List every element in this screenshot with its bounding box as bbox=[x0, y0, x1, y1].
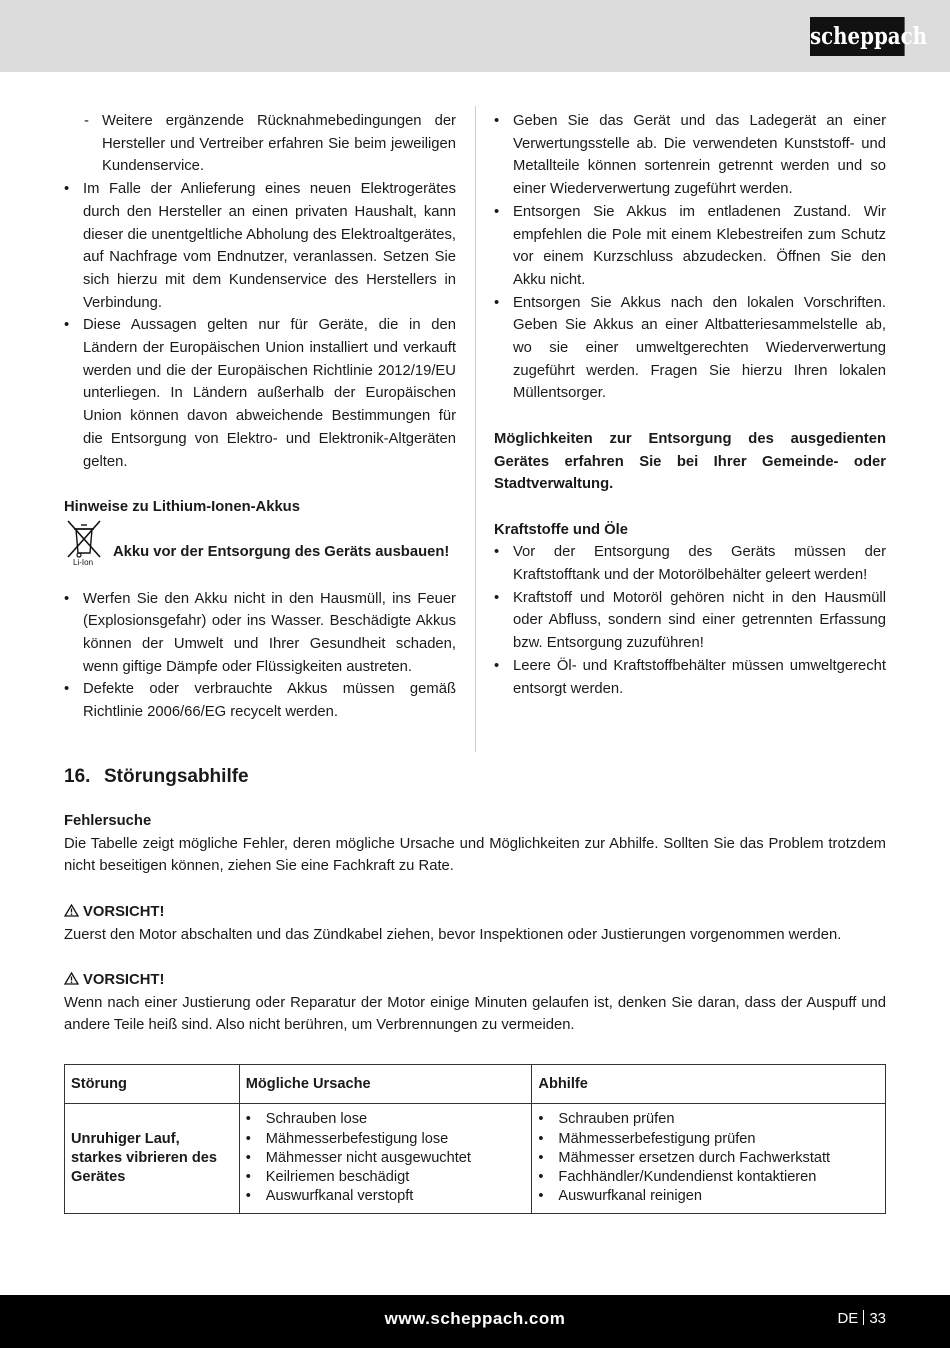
website-link[interactable]: www.scheppach.com bbox=[384, 1309, 566, 1328]
list-item: • Entsorgen Sie Akkus nach den lokalen Vorschriften. Geben Sie Akkus an einer Altbatteriesammelstelle ab, wo sie einer umweltgerechten Wiederverwertung zugeführt werden. Fragen Sie hierzu Ihren lokalen Müllentsorger. bbox=[494, 294, 886, 402]
list-item: • Kraftstoff und Motoröl gehören nicht in den Hausmüll oder Abfluss, sondern sind einer getrennten Erfassung bzw. Entsorgung zuzuführen! bbox=[494, 589, 886, 652]
list-item: • Mähmesser nicht ausgewuchtet bbox=[245, 1149, 471, 1166]
list-item: • Schrauben prüfen bbox=[538, 1111, 675, 1128]
crossed-out-bin-icon bbox=[64, 519, 104, 567]
troubleshooting-table bbox=[64, 1064, 886, 1214]
page-footer bbox=[0, 1295, 950, 1348]
list-item: • Werfen Sie den Akku nicht in den Hausmüll, ins Feuer (Explosionsgefahr) oder ins Wasser. Beschädigte Akkus können der Umwelt und Ihrer Gesundheit schaden, wenn giftige Dämpfe oder Flüssigkeiten austreten. bbox=[64, 590, 456, 675]
troubleshoot-heading: Fehlersuche bbox=[64, 813, 152, 829]
cause-cell bbox=[239, 1104, 532, 1214]
list-item: • Defekte oder verbrauchte Akkus müssen gemäß Richtlinie 2006/66/EG recycelt werden. bbox=[64, 681, 456, 721]
list-item: • Geben Sie das Gerät und das Ladegerät an einer Verwertungsstelle ab. Die verwendeten Kunststoff- und Metallteile können sortenrein getrennt werden und so einer Wiederverwertung zugeführt werden. bbox=[494, 113, 886, 198]
table-header: Mögliche Ursache bbox=[239, 1065, 532, 1104]
table-header: Störung bbox=[65, 1065, 240, 1104]
warning-triangle-icon bbox=[64, 904, 79, 917]
caution-heading: VORSICHT! bbox=[64, 901, 886, 924]
caution-text: Wenn nach einer Justierung oder Reparatur der Motor einige Minuten gelaufen ist, denken Sie daran, dass der Auspuff und andere Teile heiß sind. Also nicht berühren, um Verbrennungen zu vermeiden. bbox=[64, 994, 886, 1034]
list-item: • Diese Aussagen gelten nur für Geräte, die in den Ländern der Europäischen Union installiert und verkauft werden und die der Europäischen Richtlinie 2012/19/EU unterliegen. In Ländern außerhalb der Europäischen Union können davon abweichende Bestimmungen für die Entsorgung von Elektro- und Elektronik-Altgeräten gelten. bbox=[64, 317, 456, 470]
page-number: DE 33 bbox=[837, 1310, 886, 1327]
remedy-cell bbox=[532, 1104, 886, 1214]
list-item: • Entsorgen Sie Akkus im entladenen Zustand. Wir empfehlen die Pole mit einem Klebestreifen zum Schutz vor einem Kurzschluss abzudecken. Öffnen Sie den Akku nicht. bbox=[494, 203, 886, 288]
list-item: • Fachhändler/Kundendienst kontaktieren bbox=[538, 1169, 817, 1186]
header-band bbox=[0, 0, 950, 72]
section-title: 16. Störungsabhilfe bbox=[64, 766, 249, 787]
battery-disposal-list bbox=[494, 110, 886, 405]
column-divider bbox=[475, 106, 476, 752]
fuel-heading: Kraftstoffe und Öle bbox=[494, 521, 628, 538]
fuel-list bbox=[494, 541, 886, 700]
table-row bbox=[65, 1104, 886, 1214]
return-conditions-list bbox=[64, 110, 456, 178]
liion-list bbox=[64, 588, 456, 724]
list-item: • Im Falle der Anlieferung eines neuen Elektrogerätes durch den Hersteller an einen privaten Haushalt, kann dieser die unentgeltliche Abholung des Elektroaltgerätes, auf Nachfrage vom Endnutzer, veranlassen. Setzen Sie sich hierzu mit dem Kundenservice des Herstellers in Verbindung. bbox=[64, 181, 456, 311]
list-item: • Vor der Entsorgung des Geräts müssen der Kraftstofftank und der Motorölbehälter geleert werden! bbox=[494, 544, 886, 584]
list-item: - Weitere ergänzende Rücknahmebedingungen der Hersteller und Vertreiber erfahren Sie beim jeweiligen Kundenservice. bbox=[84, 113, 456, 175]
left-column bbox=[64, 110, 456, 724]
caution-heading: VORSICHT! bbox=[64, 969, 886, 992]
caution-text: Zuerst den Motor abschalten und das Zündkabel ziehen, bevor Inspektionen oder Justierungen vorgenommen werden. bbox=[64, 926, 842, 943]
brand-logo: scheppach bbox=[810, 17, 905, 56]
list-item: • Mähmesser ersetzen durch Fachwerkstatt bbox=[538, 1149, 831, 1166]
disposal-notes-list bbox=[64, 178, 456, 473]
list-item: • Mähmesserbefestigung lose bbox=[245, 1130, 449, 1147]
list-item: • Auswurfkanal verstopft bbox=[245, 1188, 414, 1205]
table-header: Abhilfe bbox=[532, 1065, 886, 1104]
table-header-row bbox=[65, 1065, 886, 1104]
right-column bbox=[494, 110, 886, 700]
list-item: • Mähmesserbefestigung prüfen bbox=[538, 1130, 756, 1147]
warning-triangle-icon bbox=[64, 972, 79, 985]
list-item: • Leere Öl- und Kraftstoffbehälter müssen umweltgerecht entsorgt werden. bbox=[494, 657, 886, 697]
liion-heading: Hinweise zu Lithium-Ionen-Akkus bbox=[64, 498, 300, 515]
troubleshoot-text: Die Tabelle zeigt mögliche Fehler, deren mögliche Ursache und Möglichkeiten zur Abhilfe. Sollten Sie das Problem trotzdem nicht beseitigen können, ziehen Sie eine Fachkraft zu Rate. bbox=[64, 835, 886, 875]
list-item: • Auswurfkanal reinigen bbox=[538, 1188, 702, 1205]
liion-warning-text: Akku vor der Entsorgung des Geräts ausbauen! bbox=[113, 543, 450, 560]
troubleshooting-section bbox=[64, 764, 886, 1037]
fault-cell: Unruhiger Lauf, starkes vibrieren des Gerätes bbox=[65, 1104, 240, 1214]
liion-warning bbox=[64, 519, 456, 567]
list-item: • Schrauben lose bbox=[245, 1111, 368, 1128]
disposal-note: Möglichkeiten zur Entsorgung des ausgedienten Gerätes erfahren Sie bei Ihrer Gemeinde- oder Stadtverwaltung. bbox=[494, 430, 886, 493]
list-item: • Keilriemen beschädigt bbox=[245, 1169, 410, 1186]
liion-label: Li-Ion bbox=[73, 557, 94, 567]
